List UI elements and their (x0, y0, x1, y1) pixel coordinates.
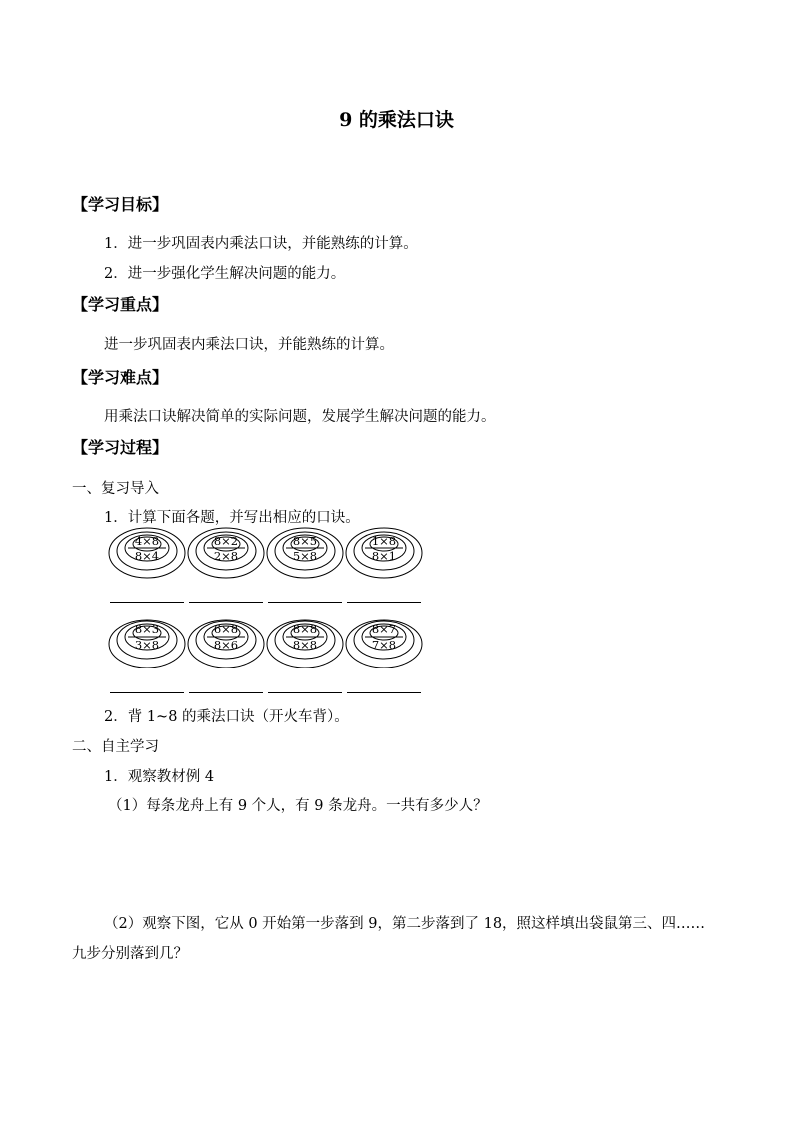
focus-text: 进一步巩固表内乘法口诀，并能熟练的计算。 (104, 337, 394, 353)
plate-top-expression: 1×8 (371, 534, 397, 548)
answer-line[interactable] (110, 692, 184, 693)
plate-row-2 (108, 614, 428, 670)
plate-top-expression: 8×7 (371, 622, 397, 636)
plate (187, 526, 265, 580)
plate-bottom-expression: 8×6 (213, 638, 239, 652)
plate-top-expression: 8×8 (292, 622, 318, 636)
plate (108, 526, 186, 580)
plate-row-1 (108, 526, 428, 582)
plate-bottom-expression: 8×1 (371, 549, 397, 563)
page-title: 9 的乘法口诀 (339, 109, 454, 131)
goal-item-2: 2．进一步强化学生解决问题的能力。 (104, 266, 346, 282)
answer-line[interactable] (189, 602, 263, 603)
plate-top-expression: 8×5 (292, 534, 318, 548)
plate-bottom-expression: 7×8 (371, 638, 397, 652)
plate-top-expression: 4×8 (134, 534, 160, 548)
plate (187, 614, 265, 668)
part2-title: 二、自主学习 (72, 739, 159, 755)
part1-title: 一、复习导入 (72, 481, 159, 497)
plate-top-expression: 6×8 (213, 622, 239, 636)
answer-line[interactable] (268, 602, 342, 603)
focus-heading: 【学习重点】 (72, 295, 169, 314)
answer-line[interactable] (110, 602, 184, 603)
plate-bottom-expression: 5×8 (292, 549, 318, 563)
part1-question-2: 2．背 1~8 的乘法口诀（开火车背）。 (104, 709, 349, 725)
plate (345, 614, 423, 668)
answer-line[interactable] (189, 692, 263, 693)
plate-bottom-expression: 8×4 (134, 549, 160, 563)
part2-question-1: 1．观察教材例 4 (104, 769, 215, 785)
plate (345, 526, 423, 580)
answer-line[interactable] (347, 602, 421, 603)
plate-bottom-expression: 3×8 (134, 638, 160, 652)
plate (266, 526, 344, 580)
part2-subquestion-2-line-2: 九步分别落到几？ (72, 946, 188, 962)
part2-subquestion-2-line-1: （2）观察下图，它从 0 开始第一步落到 9，第二步落到了 18，照这样填出袋鼠第三、四…… (104, 916, 706, 932)
answer-line[interactable] (347, 692, 421, 693)
part2-subquestion-1: （1）每条龙舟上有 9 个人，有 9 条龙舟。一共有多少人？ (108, 798, 488, 814)
goal-item-1: 1．进一步巩固表内乘法口诀，并能熟练的计算。 (104, 236, 418, 252)
part1-question-1: 1．计算下面各题，并写出相应的口诀。 (104, 510, 360, 526)
difficulty-text: 用乘法口诀解决简单的实际问题，发展学生解决问题的能力。 (104, 409, 496, 425)
goals-heading: 【学习目标】 (72, 195, 169, 214)
plate-bottom-expression: 2×8 (213, 549, 239, 563)
plate-bottom-expression: 8×8 (292, 638, 318, 652)
plate (266, 614, 344, 668)
plate-top-expression: 8×2 (213, 534, 239, 548)
answer-line[interactable] (268, 692, 342, 693)
plate (108, 614, 186, 668)
plate-top-expression: 8×3 (134, 622, 160, 636)
process-heading: 【学习过程】 (72, 438, 169, 457)
difficulty-heading: 【学习难点】 (72, 368, 169, 387)
